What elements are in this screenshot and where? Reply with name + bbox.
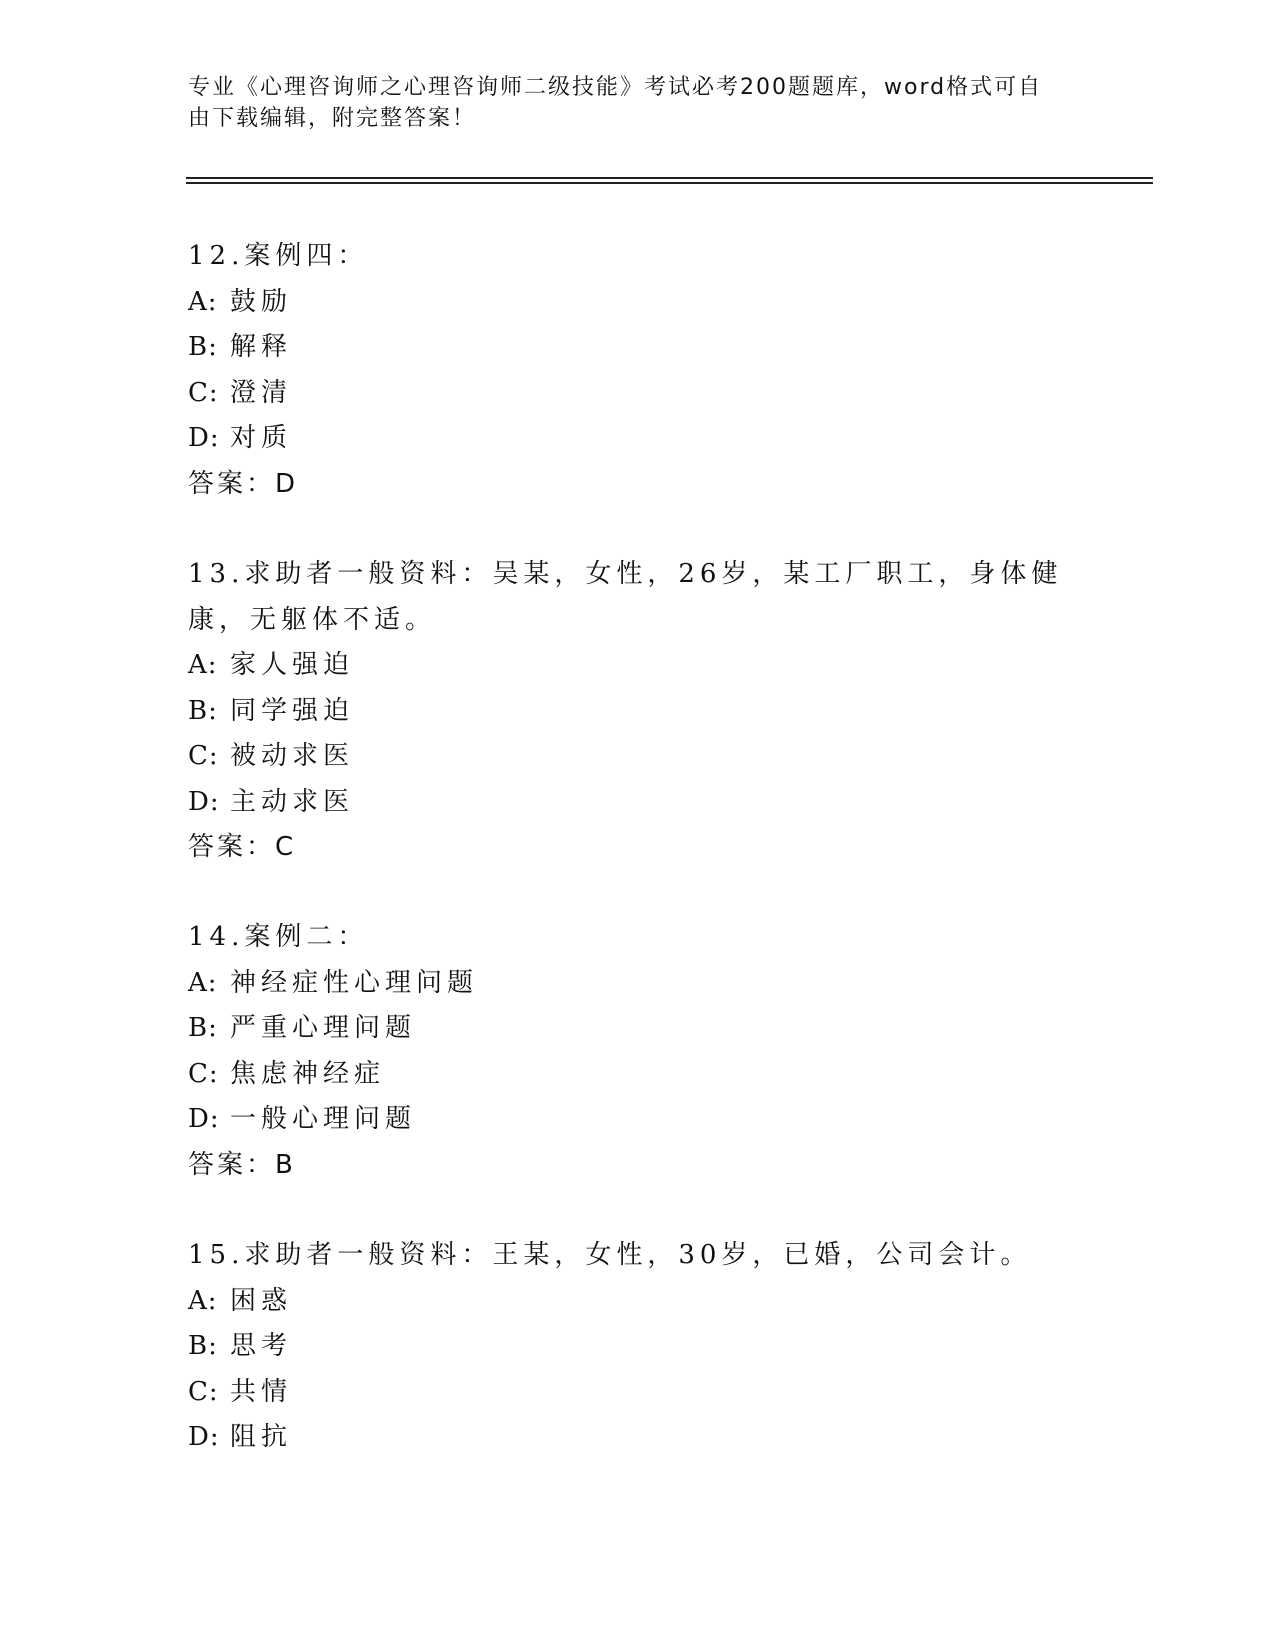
option-c [188,734,1088,780]
option-letter: C: [188,377,219,408]
header-divider-top [186,177,1153,179]
question-12 [188,234,1088,507]
option-letter: B: [188,1013,218,1043]
option-text: 解释 [230,332,293,362]
option-d [188,1097,1088,1143]
option-letter: C: [188,741,219,771]
option-a [188,280,1088,326]
option-text: 家人强迫 [230,650,355,680]
option-d [188,780,1088,826]
option-text: 困惑 [230,1285,293,1316]
option-text: 同学强迫 [230,695,355,726]
option-text: 主动求医 [230,786,355,817]
option-letter: D: [188,423,220,453]
option-letter: C: [188,1376,219,1407]
option-b [188,325,1088,371]
question-15 [188,1233,1088,1461]
option-c [188,371,1088,417]
answer-line: 答案：D [188,468,299,499]
option-text: 神经症性心理问题 [230,967,479,998]
option-letter: A: [188,1285,218,1316]
option-letter: B: [188,332,218,362]
option-letter: D: [188,1422,220,1452]
option-text: 共情 [230,1376,293,1407]
option-letter: A: [188,650,218,680]
answer-line: 答案：C [188,832,297,862]
option-d [188,416,1088,462]
option-letter: B: [188,1331,218,1361]
question-stem: 15.求助者一般资料：王某，女性，30岁，已婚，公司会计。 [188,1240,1032,1270]
option-letter: A: [188,286,218,317]
option-letter: A: [188,967,218,998]
option-text: 澄清 [230,377,293,408]
header-divider-bottom [186,182,1153,184]
option-letter: B: [188,695,218,726]
option-a [188,961,1088,1007]
answer-line: 答案：B [188,1149,296,1180]
option-text: 对质 [230,423,293,453]
option-c [188,1370,1088,1416]
option-a [188,1279,1088,1325]
option-letter: D: [188,1104,220,1134]
option-text: 严重心理问题 [230,1013,417,1043]
option-text: 鼓励 [230,286,293,317]
option-text: 思考 [230,1331,293,1361]
question-stem: 13.求助者一般资料：吴某，女性，26岁，某工厂职工，身体健康，无躯体不适。 [188,559,1063,635]
question-13 [188,552,1088,871]
option-a [188,643,1088,689]
option-d [188,1415,1088,1461]
header-line-2: 由下载编辑，附完整答案！ [188,106,477,131]
question-stem: 14.案例二： [188,922,369,952]
document-header [188,72,1068,134]
option-text: 一般心理问题 [230,1104,417,1134]
option-b [188,1324,1088,1370]
option-text: 被动求医 [230,741,355,771]
question-14 [188,915,1088,1188]
option-b [188,1006,1088,1052]
option-b [188,689,1088,735]
option-letter: D: [188,786,220,817]
option-text: 焦虑神经症 [230,1058,386,1089]
question-stem: 12.案例四： [188,241,369,271]
option-c [188,1052,1088,1098]
option-text: 阻抗 [230,1422,293,1452]
option-letter: C: [188,1058,219,1089]
header-line-1: 专业《心理咨询师之心理咨询师二级技能》考试必考200题题库，word格式可自 [188,75,1043,100]
